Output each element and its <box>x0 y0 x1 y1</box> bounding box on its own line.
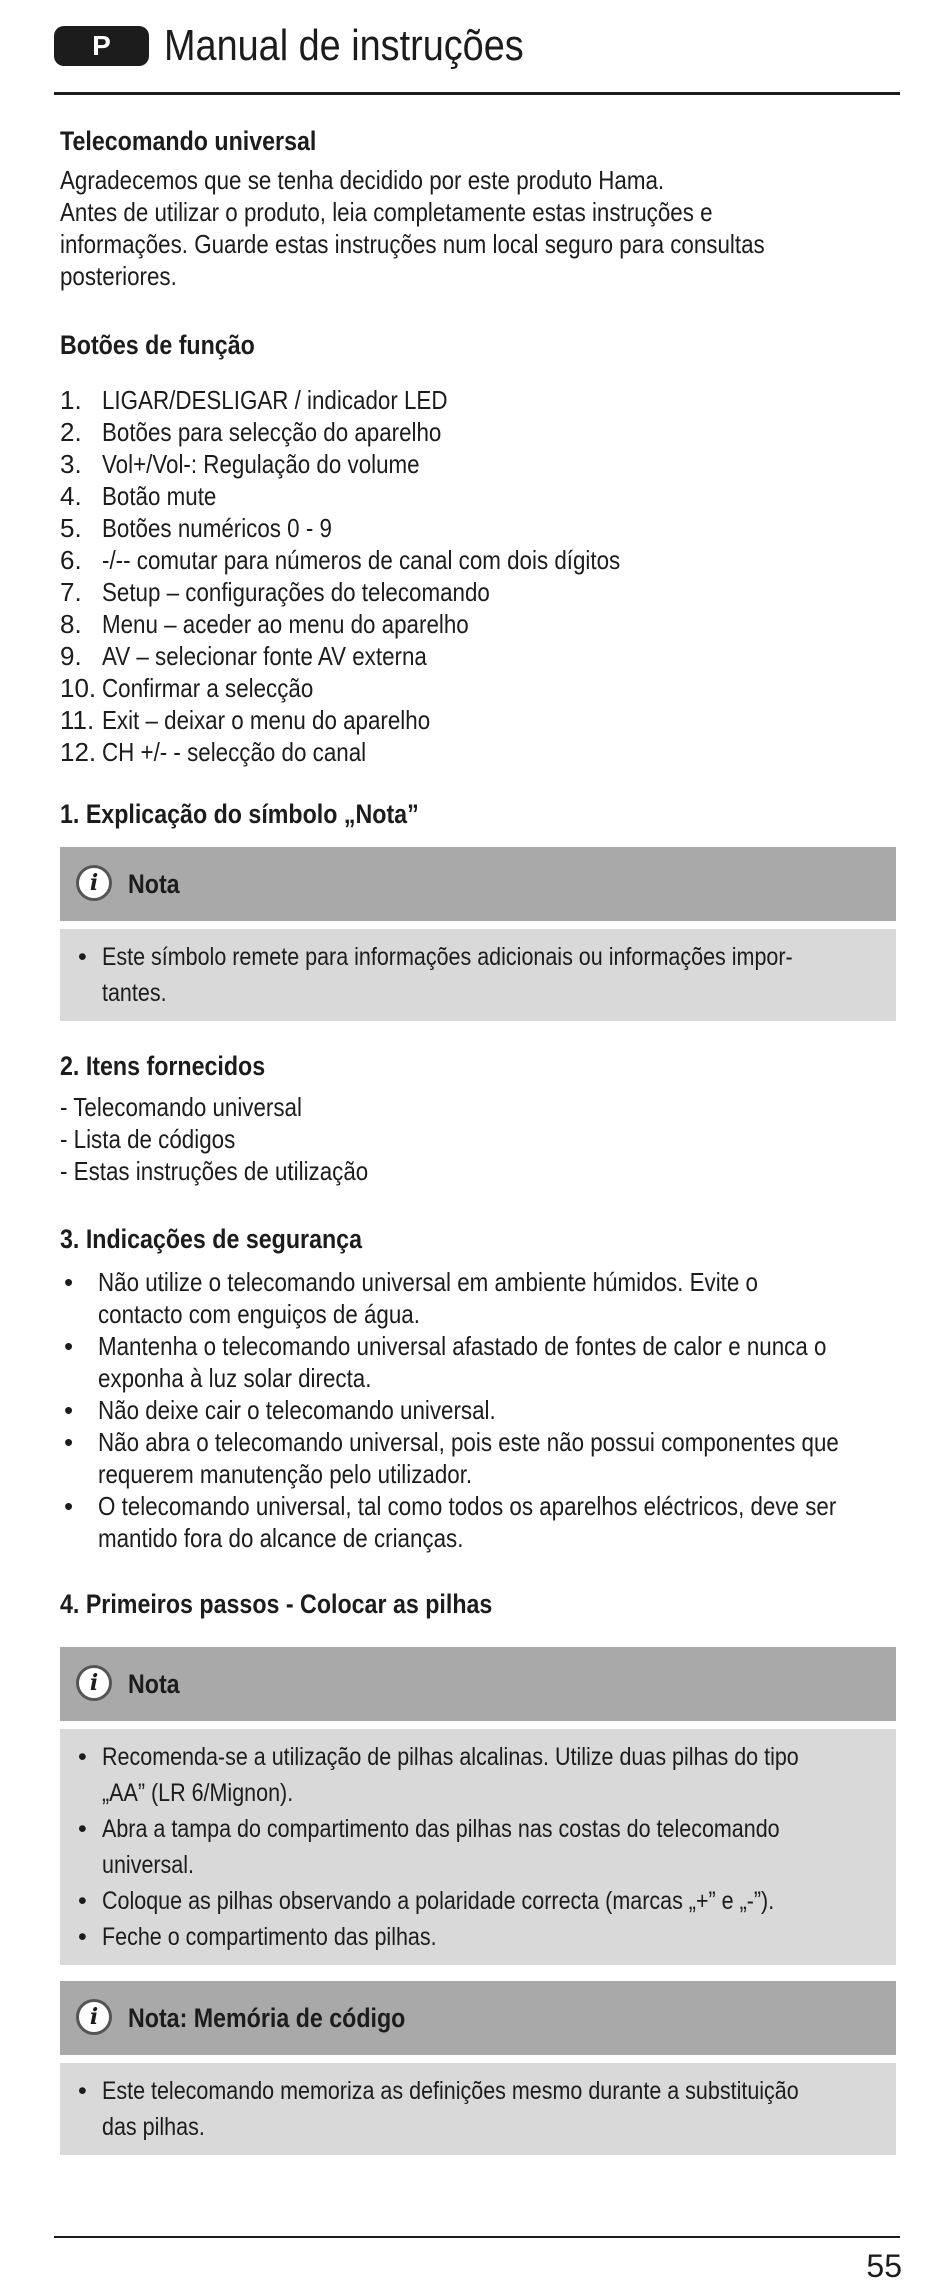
section-2 <box>60 1049 896 1187</box>
note-body <box>60 1729 896 1965</box>
bullet-item <box>78 2073 878 2145</box>
bullet-item <box>60 1394 896 1426</box>
bullet-line: „AA” (LR 6/Mignon). <box>102 1779 294 1807</box>
bullet-line: • Não utilize o telecomando universal em ambiente húmidos. Evite o <box>98 1267 758 1297</box>
safety-list <box>60 1266 896 1554</box>
function-item <box>60 480 896 512</box>
note-title: Nota <box>128 1669 180 1699</box>
function-number: 7. <box>60 577 82 607</box>
function-item <box>60 416 896 448</box>
supplied-items-list <box>60 1091 896 1187</box>
note-item: • Este símbolo remete para informações adicionais ou informações impor- tantes. <box>78 939 878 1011</box>
function-item <box>60 576 896 608</box>
info-icon: i <box>76 865 112 901</box>
function-item <box>60 544 896 576</box>
bullet-item <box>78 1739 878 1811</box>
bullet-line: • Este telecomando memoriza as definições mesmo durante a substituição <box>102 2077 799 2105</box>
bullet-line: • Coloque as pilhas observando a polaridade correcta (marcas „+” e „-”). <box>102 1887 775 1915</box>
bullet-line: • O telecomando universal, tal como todos os aparelhos eléctricos, deve ser <box>98 1491 837 1521</box>
language-badge: P <box>54 26 149 66</box>
bullet-line: das pilhas. <box>102 2113 205 2141</box>
section-4-title: 4. Primeiros passos - Colocar as pilhas <box>60 1589 493 1619</box>
function-label: Vol+/Vol-: Regulação do volume <box>102 449 420 479</box>
bullet-line: universal. <box>102 1851 195 1879</box>
note-title: Nota: Memória de código <box>128 2003 406 2033</box>
function-label: Exit – deixar o menu do aparelho <box>102 705 431 735</box>
bullet-line: contacto com enguiços de água. <box>98 1299 420 1329</box>
function-item <box>60 736 896 768</box>
function-label: AV – selecionar fonte AV externa <box>102 641 427 671</box>
function-number: 8. <box>60 609 82 639</box>
function-number: 2. <box>60 417 82 447</box>
function-label: Botões numéricos 0 - 9 <box>102 513 332 543</box>
function-label: LIGAR/DESLIGAR / indicador LED <box>102 385 448 415</box>
bullet-item <box>78 1883 878 1919</box>
code-memory-note <box>60 1981 896 2155</box>
intro-line: posteriores. <box>60 261 177 291</box>
function-number: 10. <box>60 673 97 703</box>
intro-section <box>60 124 896 292</box>
function-label: Setup – configurações do telecomando <box>102 577 490 607</box>
function-item <box>60 448 896 480</box>
note-title: Nota <box>128 869 180 899</box>
function-number: 6. <box>60 545 82 575</box>
info-icon: i <box>76 1665 112 1701</box>
function-item <box>60 704 896 736</box>
bullet-item <box>60 1266 896 1330</box>
bullet-item <box>60 1426 896 1490</box>
functions-section <box>60 328 896 768</box>
function-number: 9. <box>60 641 82 671</box>
note-body <box>60 2063 896 2155</box>
note-header <box>60 1647 896 1721</box>
intro-line: Agradecemos que se tenha decidido por este produto Hama. <box>60 165 665 195</box>
functions-list <box>60 384 896 768</box>
function-label: Botões para selecção do aparelho <box>102 417 442 447</box>
note-box <box>60 1647 896 1965</box>
section-3 <box>60 1222 896 1554</box>
bullet-line: • Abra a tampa do compartimento das pilhas nas costas do telecomando <box>102 1815 780 1843</box>
bullet-line: • Não abra o telecomando universal, pois este não possui componentes que <box>98 1427 839 1457</box>
section-4 <box>60 1587 896 2155</box>
bullet-item <box>60 1330 896 1394</box>
section-2-title: 2. Itens fornecidos <box>60 1051 266 1081</box>
function-label: Confirmar a selecção <box>102 673 314 703</box>
section-3-title: 3. Indicações de segurança <box>60 1224 363 1254</box>
bullet-line: • Mantenha o telecomando universal afastado de fontes de calor e nunca o <box>98 1331 827 1361</box>
bullet-line: exponha à luz solar directa. <box>98 1363 372 1393</box>
function-item <box>60 512 896 544</box>
list-item: - Estas instruções de utilização <box>60 1156 369 1186</box>
list-item: - Telecomando universal <box>60 1092 302 1122</box>
intro-line: Antes de utilizar o produto, leia completamente estas instruções e <box>60 197 713 227</box>
note-header <box>60 1981 896 2055</box>
page-title: Manual de instruções <box>164 21 524 70</box>
function-number: 1. <box>60 385 82 415</box>
function-label: Menu – aceder ao menu do aparelho <box>102 609 469 639</box>
bullet-item <box>60 1490 896 1554</box>
function-number: 12. <box>60 737 97 767</box>
note-header <box>60 847 896 921</box>
function-number: 5. <box>60 513 82 543</box>
bullet-line: mantido fora do alcance de crianças. <box>98 1523 464 1553</box>
function-label: CH +/- - selecção do canal <box>102 737 367 767</box>
function-number: 4. <box>60 481 82 511</box>
bullet-line: • Recomenda-se a utilização de pilhas alcalinas. Utilize duas pilhas do tipo <box>102 1743 799 1771</box>
bullet-item <box>78 1919 878 1955</box>
function-item <box>60 640 896 672</box>
function-number: 3. <box>60 449 82 479</box>
info-icon: i <box>76 1999 112 2035</box>
function-label: -/-- comutar para números de canal com dois dígitos <box>102 545 621 575</box>
intro-title: Telecomando universal <box>60 126 317 156</box>
list-item: - Lista de códigos <box>60 1124 236 1154</box>
bullet-line: • Não deixe cair o telecomando universal. <box>98 1395 496 1425</box>
note-box <box>60 847 896 1021</box>
intro-line: informações. Guarde estas instruções num local seguro para consultas <box>60 229 765 259</box>
page-header <box>54 22 900 95</box>
function-item <box>60 384 896 416</box>
section-1-title: 1. Explicação do símbolo „Nota” <box>60 799 419 829</box>
function-item <box>60 608 896 640</box>
function-label: Botão mute <box>102 481 217 511</box>
footer-divider <box>54 2236 900 2238</box>
functions-title: Botões de função <box>60 330 255 360</box>
bullet-line: • Feche o compartimento das pilhas. <box>102 1923 437 1951</box>
section-1 <box>60 797 896 1021</box>
bullet-item <box>78 1811 878 1883</box>
function-number: 11. <box>60 705 95 735</box>
bullet-line: requerem manutenção pelo utilizador. <box>98 1459 473 1489</box>
function-item <box>60 672 896 704</box>
intro-text <box>60 164 896 292</box>
note-body <box>60 929 896 1021</box>
page-number: 55 <box>866 2248 902 2284</box>
